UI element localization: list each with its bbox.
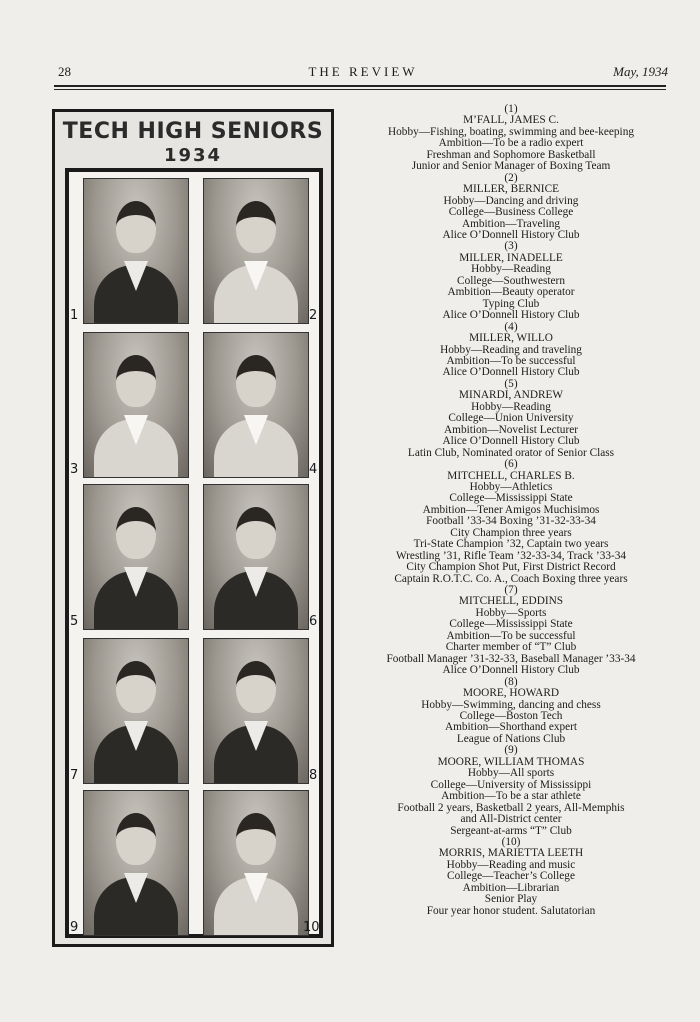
bio-line: City Champion three years: [450, 526, 572, 539]
bio-line: Hobby—Reading and music: [446, 858, 576, 871]
bio-line: College—Business College: [448, 206, 574, 219]
bio-line: Alice O’Donnell History Club: [442, 366, 580, 379]
bio-line: Hobby—Swimming, dancing and chess: [421, 698, 601, 711]
bio-line: Football 2 years, Basketball 2 years, All-Memphis: [397, 801, 625, 814]
bio-line: M’FALL, JAMES C.: [463, 114, 559, 127]
photo-number: 1: [70, 308, 79, 323]
portrait-1: [83, 178, 189, 324]
bio-line: Charter member of “T” Club: [445, 641, 577, 654]
bio-line: Sergeant-at-arms “T” Club: [450, 824, 572, 837]
photo-number: 6: [309, 614, 318, 629]
bio-line: College—Teacher’s College: [447, 870, 575, 883]
portrait-5: [83, 484, 189, 630]
bio-line: Hobby—Reading and traveling: [440, 343, 582, 356]
page-header: [58, 64, 668, 84]
bio-line: and All-District center: [460, 813, 562, 826]
bio-line: Alice O’Donnell History Club: [442, 664, 580, 677]
bio-line: College—Mississippi State: [449, 492, 573, 505]
bio-line: Hobby—Reading: [471, 400, 551, 413]
bio-line: Hobby—All sports: [467, 767, 555, 780]
bio-number: (1): [504, 103, 518, 115]
bio-number: (3): [504, 240, 518, 253]
portrait-3: [83, 332, 189, 478]
photo-number: 4: [309, 462, 318, 477]
bio-line: Typing Club: [482, 297, 540, 310]
bio-number: (6): [504, 458, 518, 471]
page-number: 28: [58, 64, 71, 79]
bio-line: Wrestling ’31, Rifle Team ’32-33-34, Track ’33-34: [395, 549, 627, 562]
bio-line: Tri-State Champion ’32, Captain two years: [413, 538, 609, 551]
bio-line: Ambition—To be a radio expert: [438, 137, 584, 150]
bio-line: MITCHELL, CHARLES B.: [447, 469, 575, 482]
bio-line: Ambition—To be a star athlete: [441, 790, 581, 803]
bio-line: Ambition—Tener Amigos Muchisimos: [422, 503, 600, 516]
portrait-10: [203, 790, 309, 936]
bio-line: Ambition—Traveling: [461, 217, 561, 230]
bio-line: Football Manager ’31-32-33, Baseball Manager ’33-34: [386, 652, 636, 665]
bio-line: MITCHELL, EDDINS: [458, 595, 564, 608]
bio-line: Hobby—Reading: [471, 263, 551, 276]
bio-line: Hobby—Fishing, boating, swimming and bee-keeping: [388, 125, 634, 138]
photo-number: 2: [309, 308, 318, 323]
senior-biographies: [340, 104, 682, 917]
header-rule: [54, 85, 666, 87]
bio-line: Senior Play: [484, 893, 538, 906]
bio-number: (5): [504, 377, 518, 390]
bio-line: League of Nations Club: [456, 732, 566, 745]
photo-grid: [65, 168, 323, 938]
bio-line: Junior and Senior Manager of Boxing Team: [411, 160, 611, 173]
bio-line: MOORE, WILLIAM THOMAS: [437, 755, 585, 768]
seniors-photo-panel: [52, 109, 334, 947]
bio-line: Ambition—Beauty operator: [447, 286, 575, 299]
publication-title: THE REVIEW: [308, 64, 418, 79]
bio-line: Alice O’Donnell History Club: [442, 228, 580, 241]
photo-number: 8: [309, 768, 318, 783]
bio-line: MORRIS, MARIETTA LEETH: [438, 847, 584, 860]
bio-line: Freshman and Sophomore Basketball: [426, 148, 596, 161]
bio-line: College—Mississippi State: [449, 618, 573, 631]
bio-number: (4): [504, 320, 518, 333]
bio-line: Hobby—Athletics: [469, 480, 553, 493]
bio-line: Alice O’Donnell History Club: [442, 309, 580, 322]
bio-line: College—University of Mississippi: [430, 778, 592, 791]
bio-number: (2): [504, 171, 518, 184]
photo-number: 10: [303, 920, 320, 935]
bio-number: (9): [504, 744, 518, 757]
bio-number: (8): [504, 675, 518, 688]
bio-line: Ambition—Shorthand expert: [444, 721, 578, 734]
bio-line: Captain R.O.T.C. Co. A., Coach Boxing three years: [394, 572, 628, 585]
bio-line: MILLER, INADELLE: [459, 251, 563, 264]
bio-line: College—Southwestern: [457, 274, 565, 287]
bio-line: City Champion Shot Put, First District Record: [406, 561, 616, 574]
photo-number: 9: [70, 920, 79, 935]
issue-date: May, 1934: [613, 64, 668, 79]
bio-line: Latin Club, Nominated orator of Senior Class: [407, 446, 615, 459]
bio-line: Football ’33-34 Boxing ’31-32-33-34: [426, 515, 596, 528]
bio-line: Ambition—To be successful: [446, 629, 576, 642]
bio-line: MOORE, HOWARD: [462, 687, 560, 700]
photo-number: 3: [70, 462, 79, 477]
portrait-8: [203, 638, 309, 784]
bio-line: Alice O’Donnell History Club: [442, 435, 580, 448]
bio-number: (7): [504, 584, 518, 597]
bio-line: Ambition—To be successful: [446, 354, 576, 367]
bio-line: MINARDI, ANDREW: [458, 389, 564, 402]
portrait-2: [203, 178, 309, 324]
bio-line: Four year honor student. Salutatorian: [426, 904, 596, 917]
bio-line: College—Union University: [448, 412, 574, 425]
bio-line: Ambition—Librarian: [462, 881, 560, 894]
bio-line: Hobby—Sports: [475, 606, 547, 619]
panel-year: 1934: [163, 145, 223, 166]
bio-line: MILLER, WILLO: [469, 332, 553, 345]
bio-line: MILLER, BERNICE: [462, 183, 560, 196]
portrait-4: [203, 332, 309, 478]
bio-line: College—Boston Tech: [459, 710, 563, 723]
photo-number: 5: [70, 614, 79, 629]
portrait-6: [203, 484, 309, 630]
panel-title: TECH HIGH SENIORS: [62, 119, 324, 144]
bio-line: Ambition—Novelist Lecturer: [444, 423, 578, 436]
header-rule-thin: [54, 89, 666, 90]
bio-line: Hobby—Dancing and driving: [443, 194, 579, 207]
photo-number: 7: [70, 768, 79, 783]
portrait-9: [83, 790, 189, 936]
bio-number: (10): [501, 836, 521, 848]
portrait-7: [83, 638, 189, 784]
